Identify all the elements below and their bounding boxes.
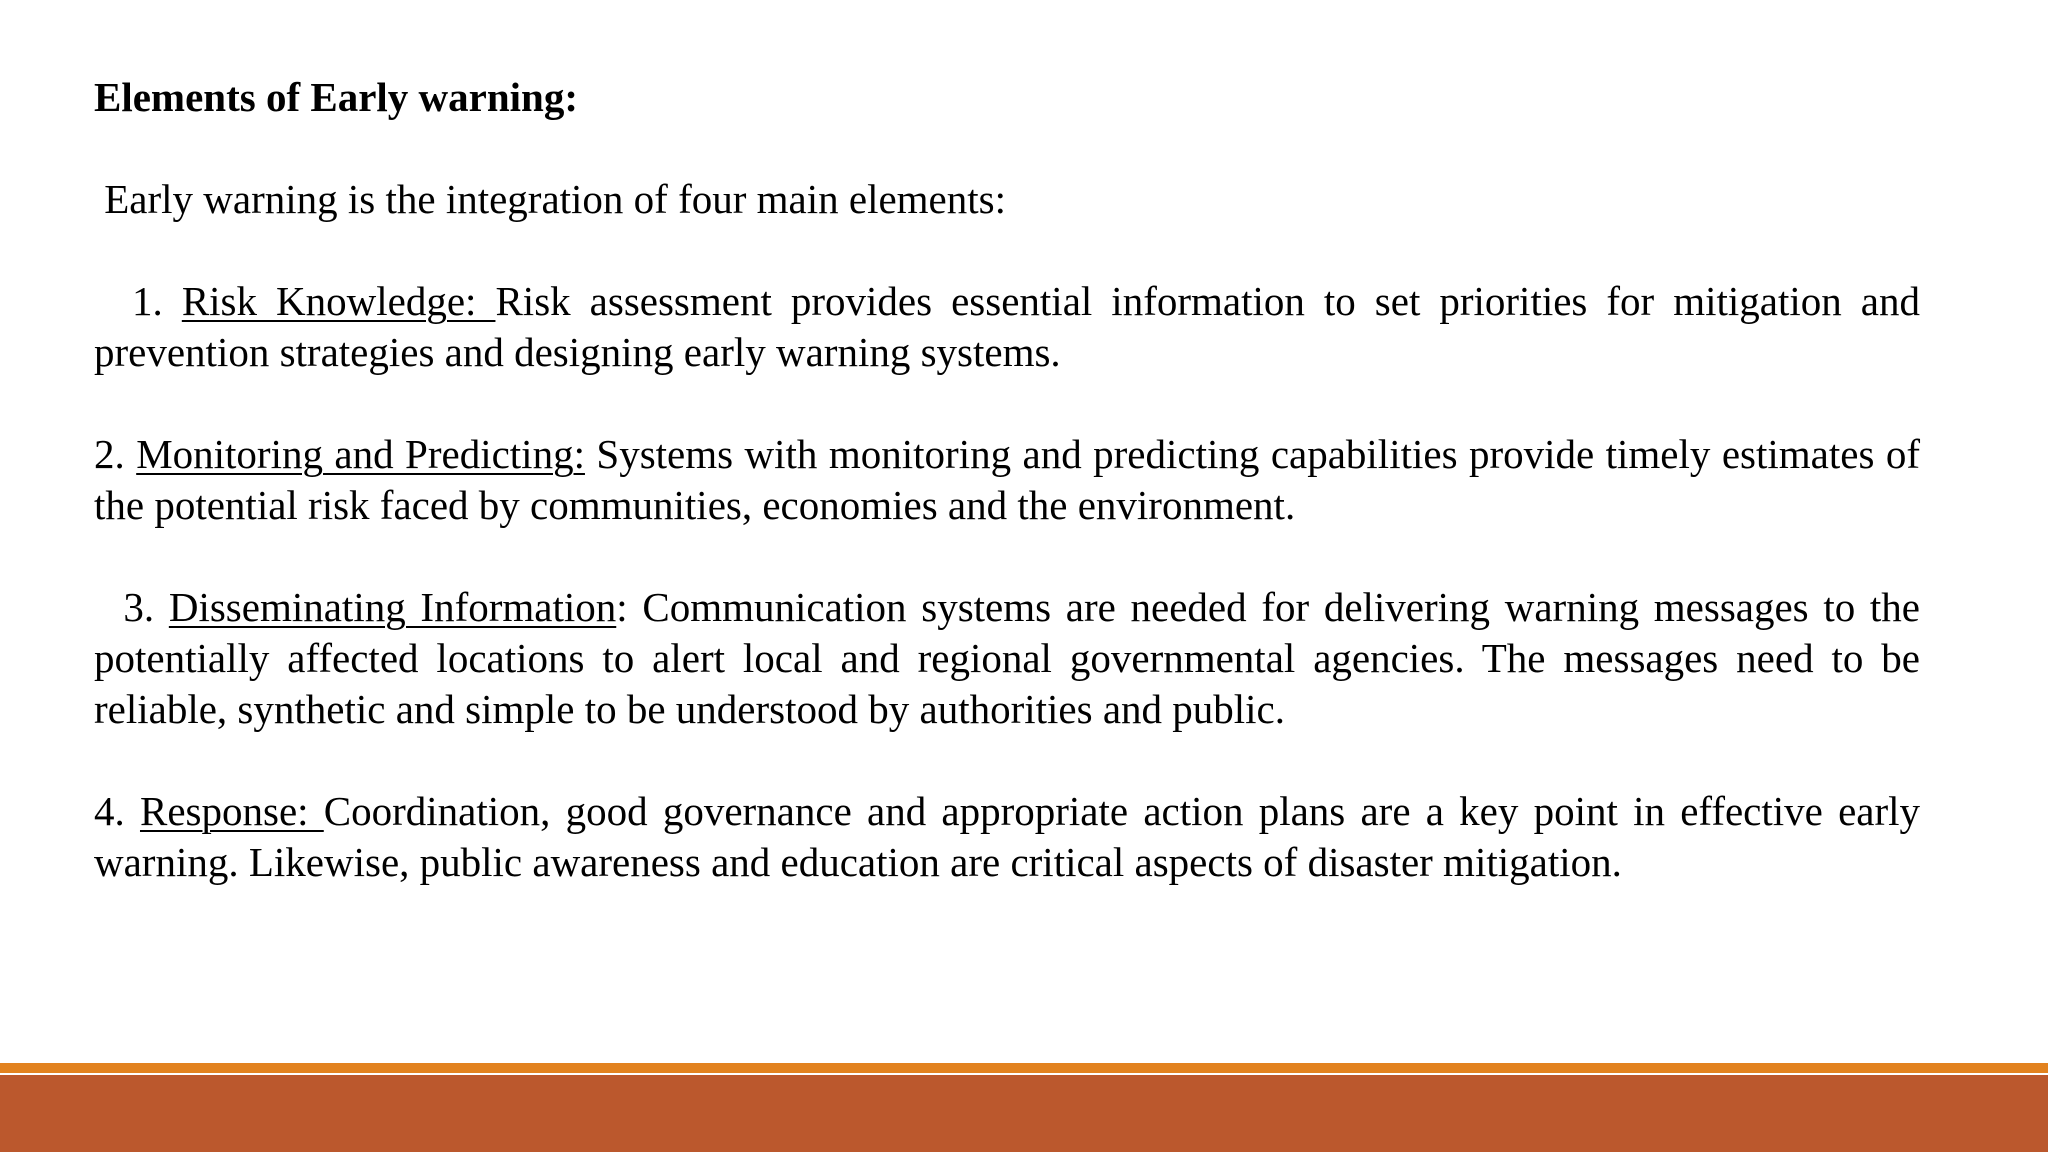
item-term: Response:	[139, 788, 324, 834]
item-text: Systems with monitoring and predicting capabilities provide timely estimates of the potential risk faced by communities, economies and the environment.	[94, 431, 1920, 528]
item-number: 1.	[94, 278, 182, 324]
item-term: Disseminating Information	[168, 584, 617, 630]
item-number: 4.	[94, 788, 140, 834]
item-text: Communication systems are needed for delivering warning messages to the potentially affected locations to alert local and regional governmental agencies. The messages need to be reliable, synthetic and simple to be understood by authorities and public.	[94, 584, 1921, 732]
item-number: 2.	[94, 431, 137, 477]
item-text: Coordination, good governance and appropriate action plans are a key point in effective early warning. Likewise, public awareness and education are critical aspects of disaster mitigation.	[94, 788, 1921, 885]
item-number: 3.	[94, 584, 169, 630]
element-item-response	[94, 786, 1920, 888]
element-item-monitoring	[94, 429, 1920, 531]
footer-band	[0, 1075, 2048, 1152]
item-term: Risk Knowledge:	[181, 278, 496, 324]
item-separator: :	[616, 584, 628, 630]
slide-heading: Elements of Early warning:	[94, 74, 578, 120]
element-item-risk-knowledge	[94, 276, 1920, 378]
item-text: Risk assessment provides essential information to set priorities for mitigation and prevention strategies and designing early warning systems.	[94, 278, 1920, 375]
footer-accent-line	[0, 1063, 2048, 1073]
element-item-disseminating	[94, 582, 1920, 735]
slide-content	[94, 72, 1920, 888]
item-term: Monitoring and Predicting:	[136, 431, 585, 477]
intro-text: Early warning is the integration of four main elements:	[94, 176, 1006, 222]
